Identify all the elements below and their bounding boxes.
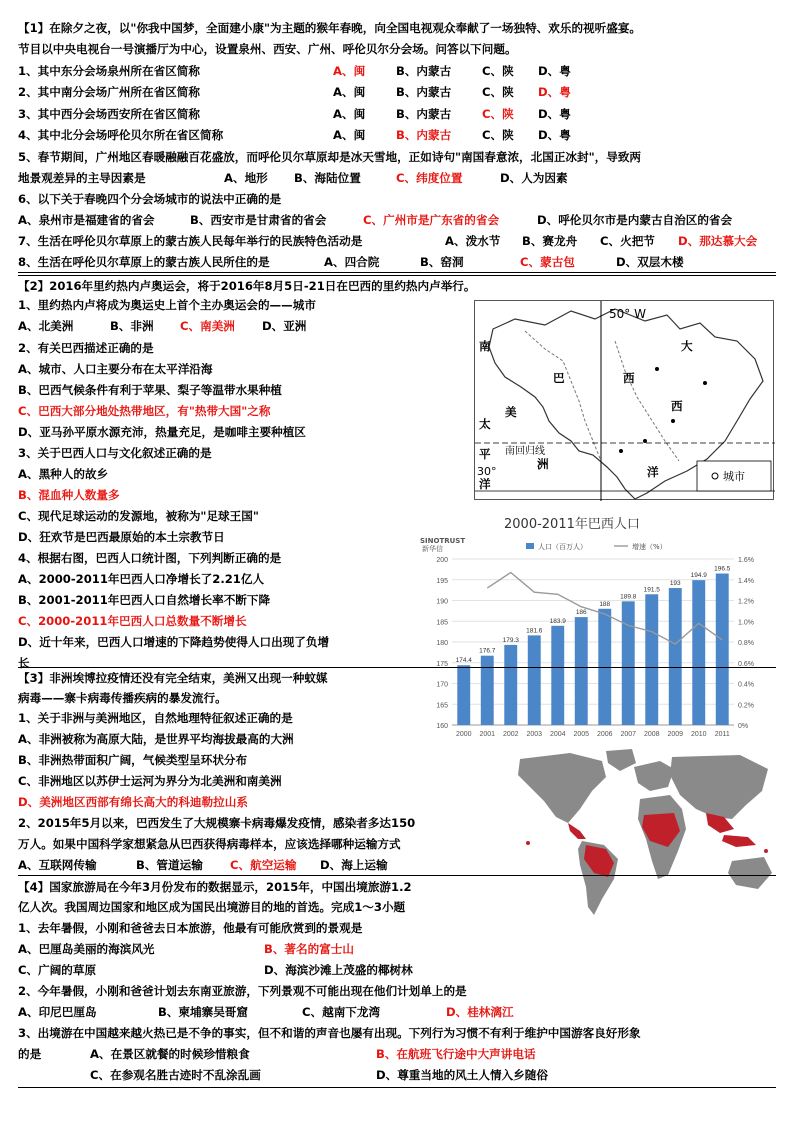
map-label-da: 大: [681, 339, 693, 353]
map-label-xi2: 西: [671, 399, 683, 413]
chart-x-tick-label: 2008: [643, 731, 660, 738]
q4-intro-1: 【4】国家旅游局在今年3月份发布的数据显示，2015年，中国出境旅游1.2: [18, 880, 412, 894]
q1-intro-2: 节目以中央电视台一号演播厅为中心，设置泉州、西安、广州、呼伦贝尔分会场。问答以下问题。: [18, 42, 517, 56]
q1-6-opt-d: D、呼伦贝尔市是内蒙古自治区的省会: [537, 213, 733, 227]
map-label-ba: 巴: [553, 371, 565, 385]
chart-y2-tick-label: 1.6%: [738, 557, 754, 564]
chart-brand: SINOTRUST: [420, 537, 466, 545]
map-label-ping: 平: [479, 447, 491, 461]
q2-4-opt-a: A、2000-2011年巴西人口净增长了2.21亿人: [18, 572, 265, 586]
chart-x-tick-label: 2003: [526, 731, 543, 738]
q4-3-opt-a: A、在景区就餐的时候珍惜粮食: [90, 1047, 250, 1061]
q4-1-opt-c: C、广阔的草原: [18, 963, 97, 977]
q2-4-stem: 4、根据右图，巴西人口统计图，下列判断正确的是: [18, 551, 282, 565]
q3-2-opt-b: B、管道运输: [136, 858, 203, 872]
q2-1-opt-d: D、亚洲: [262, 319, 307, 333]
q2-3-opt-a: A、黑种人的故乡: [18, 467, 109, 481]
chart-bar: [692, 580, 705, 725]
chart-x-tick-label: 2000: [455, 731, 472, 738]
chart-bar-label: 189.8: [620, 593, 637, 601]
chart-bar-label: 174.4: [455, 657, 472, 665]
chart-bar: [504, 645, 517, 725]
map-label-yang-2: 洋: [647, 465, 659, 479]
chart-title: 2000-2011年巴西人口: [504, 517, 640, 532]
q1-5-stem-2: 地景观差异的主导因素是: [18, 171, 146, 185]
q1-1-opt-a: A、闽: [333, 64, 366, 78]
q2-4-opt-b: B、2001-2011年巴西人口自然增长率不断下降: [18, 593, 271, 607]
chart-bar: [645, 594, 658, 725]
q4-3-opt-d: D、尊重当地的风土人情入乡随俗: [376, 1068, 548, 1082]
q4-2-opt-c: C、越南下龙湾: [302, 1005, 381, 1019]
q1-1-opt-c: C、陕: [482, 64, 514, 78]
q3-1-stem: 1、关于非洲与美洲地区，自然地理特征叙述正确的是: [18, 711, 293, 725]
q1-4-stem: 4、其中北分会场呼伦贝尔所在省区简称: [18, 128, 224, 142]
q2-3-opt-c: C、现代足球运动的发源地，被称为"足球王国": [18, 509, 259, 523]
q1-6-opt-b: B、西安市是甘肃省的省会: [190, 213, 327, 227]
map-legend-city: 城市: [723, 470, 745, 483]
q4-1-opt-a: A、巴厘岛美丽的海滨风光: [18, 942, 155, 956]
chart-y-tick-label: 195: [436, 577, 448, 585]
chart-brand-cn: 新华信: [422, 545, 443, 553]
q2-4-opt-c: C、2000-2011年巴西人口总数量不断增长: [18, 614, 247, 628]
brazil-map: [474, 300, 774, 500]
chart-y2-tick-label: 0.6%: [738, 660, 754, 668]
q1-8-opt-a: A、四合院: [324, 255, 380, 269]
chart-bar-label: 194.9: [690, 572, 707, 580]
chart-y2-tick-label: 0.2%: [738, 702, 754, 710]
chart-bar-label: 193: [669, 580, 681, 588]
population-chart: [418, 515, 776, 747]
q1-1-opt-d: D、粤: [538, 64, 571, 78]
q3-2-opt-a: A、互联网传输: [18, 858, 97, 872]
q1-5-opt-d: D、人为因素: [500, 171, 568, 185]
chart-y-tick-label: 180: [436, 640, 448, 647]
chart-x-tick-label: 2007: [620, 731, 637, 738]
q3-intro-1: 【3】非洲埃博拉疫情还没有完全结束，美洲又出现一种蚊媒: [18, 671, 328, 685]
q1-3-opt-a: A、闽: [333, 107, 366, 121]
q3-2-opt-c: C、航空运输: [230, 858, 297, 872]
q1-4-opt-d: D、粤: [538, 128, 571, 142]
q4-2-opt-b: B、柬埔寨吴哥窟: [158, 1005, 248, 1019]
chart-svg: [418, 515, 776, 747]
map-label-mei: 美: [505, 405, 517, 419]
q1-6-opt-a: A、泉州市是福建省的省会: [18, 213, 155, 227]
chart-y-tick-label: 165: [436, 702, 448, 710]
q4-2-opt-a: A、印尼巴厘岛: [18, 1005, 97, 1019]
chart-y-tick-label: 160: [436, 723, 448, 730]
q2-2-opt-b: B、巴西气候条件有利于苹果、梨子等温带水果种植: [18, 383, 282, 397]
q2-1-stem: 1、里约热内卢将成为奥运史上首个主办奥运会的——城市: [18, 298, 316, 312]
q1-8-opt-d: D、双层木楼: [616, 255, 684, 269]
chart-bar: [551, 626, 564, 725]
map-longitude-label: 50° W: [609, 307, 646, 321]
chart-bar-label: 181.6: [526, 627, 543, 635]
q4-2-stem: 2、今年暑假，小刚和爸爸计划去东南亚旅游，下列景观不可能出现在他们计划单上的是: [18, 984, 467, 998]
q1-2-opt-d: D、粤: [538, 85, 571, 99]
chart-bar: [716, 574, 729, 725]
q3-1-opt-b: B、非洲热带面积广阔，气候类型呈环状分布: [18, 753, 248, 767]
q1-4-opt-b: B、内蒙古: [396, 128, 452, 142]
chart-legend-line-label: 增速（%）: [632, 543, 667, 551]
q2-4-opt-d-1: D、近十年来，巴西人口增速的下降趋势使得人口出现了负增: [18, 635, 330, 649]
chart-x-tick-label: 2002: [502, 731, 519, 738]
chart-bar-label: 176.7: [479, 647, 496, 655]
q1-7-opt-a: A、泼水节: [445, 234, 501, 248]
q3-2-opt-d: D、海上运输: [320, 858, 388, 872]
chart-x-tick-label: 2001: [479, 731, 496, 738]
q1-2-opt-b: B、内蒙古: [396, 85, 452, 99]
chart-x-tick-label: 2010: [690, 731, 707, 738]
chart-y-tick-label: 200: [436, 557, 448, 564]
chart-y2-tick-label: 1.0%: [738, 619, 754, 627]
q4-3-stem-1: 3、出境游在中国越来越火热已是不争的事实，但不和谐的声音也屡有出现。下列行为习惯不有利于维护中国游客良好形象: [18, 1026, 641, 1040]
q1-8-opt-b: B、窑洞: [420, 255, 464, 269]
q1-2-stem: 2、其中南分会场广州所在省区简称: [18, 85, 200, 99]
chart-y-tick-label: 190: [436, 598, 448, 606]
q2-2-opt-d: D、亚马孙平原水源充沛，热量充足，是咖啡主要种植区: [18, 425, 306, 439]
section-divider: [18, 875, 776, 876]
q1-8-opt-c: C、蒙古包: [520, 255, 575, 269]
q3-2-stem-1: 2、2015年5月以来，巴西发生了大规模寨卡病毒爆发疫情，感染者多达150: [18, 816, 416, 830]
q2-intro: 【2】2016年里约热内卢奥运会，将于2016年8月5日-21日在巴西的里约热内卢举行。: [18, 279, 476, 293]
chart-bar: [457, 665, 470, 725]
q3-1-opt-a: A、非洲被称为高原大陆，是世界平均海拔最高的大洲: [18, 732, 294, 746]
q4-3-opt-c: C、在参观名胜古迹时不乱涂乱画: [90, 1068, 261, 1082]
q2-2-stem: 2、有关巴西描述正确的是: [18, 341, 154, 355]
chart-bar-label: 188: [599, 600, 611, 608]
q1-4-opt-a: A、闽: [333, 128, 366, 142]
chart-bar-label: 196.5: [714, 565, 731, 573]
q1-1-stem: 1、其中东分会场泉州所在省区简称: [18, 64, 200, 78]
world-map-svg: [510, 747, 776, 925]
q1-3-opt-b: B、内蒙古: [396, 107, 452, 121]
chart-legend-bar-label: 人口（百万人）: [538, 543, 587, 551]
q1-7-opt-b: B、赛龙舟: [522, 234, 578, 248]
chart-bar: [528, 635, 541, 725]
map-label-zhou: 洲: [537, 457, 549, 471]
q1-1-opt-b: B、内蒙古: [396, 64, 452, 78]
q1-7-opt-d: D、那达慕大会: [678, 234, 758, 248]
chart-y-tick-label: 170: [436, 681, 448, 689]
chart-y2-tick-label: 1.2%: [738, 598, 754, 606]
chart-bar: [622, 601, 635, 725]
chart-x-tick-label: 2011: [714, 731, 730, 738]
q2-2-opt-c: C、巴西大部分地处热带地区，有"热带大国"之称: [18, 404, 271, 418]
chart-bar: [575, 617, 588, 725]
chart-legend-bar-swatch: [526, 543, 534, 549]
section-divider: [18, 1087, 776, 1088]
q1-3-opt-c: C、陕: [482, 107, 514, 121]
chart-x-tick-label: 2009: [667, 731, 684, 738]
chart-y-tick-label: 185: [436, 619, 448, 627]
q2-1-opt-a: A、北美洲: [18, 319, 74, 333]
map-label-xi: 西: [623, 371, 635, 385]
chart-bar-label: 179.3: [502, 636, 519, 644]
map-label-nan: 南: [479, 339, 491, 353]
q3-2-stem-2: 万人。如果中国科学家想紧急从巴西获得病毒样本，应该选择哪种运输方式: [18, 837, 401, 851]
map-tropic-label: 南回归线: [505, 446, 545, 457]
q4-3-stem-2: 的是: [18, 1047, 42, 1061]
chart-x-tick-label: 2004: [549, 731, 566, 738]
q1-6-stem: 6、以下关于春晚四个分会场城市的说法中正确的是: [18, 192, 282, 206]
map-label-tai: 太: [479, 417, 491, 431]
q1-2-opt-a: A、闽: [333, 85, 366, 99]
q1-3-opt-d: D、粤: [538, 107, 571, 121]
q4-intro-2: 亿人次。我国周边国家和地区成为国民出境游目的地的首选。完成1～3小题: [18, 900, 406, 914]
q2-1-opt-c: C、南美洲: [180, 319, 235, 333]
q3-1-opt-c: C、非洲地区以苏伊士运河为界分为北美洲和南美洲: [18, 774, 282, 788]
chart-x-tick-label: 2006: [596, 731, 613, 738]
q2-3-opt-d: D、狂欢节是巴西最原始的本土宗教节日: [18, 530, 225, 544]
q1-5-opt-a: A、地形: [224, 171, 268, 185]
q1-intro-1: 【1】在除夕之夜，以"你我中国梦，全面建小康"为主题的猴年春晚，向全国电视观众奉献了一场独特、欢乐的视听盛宴。: [18, 21, 642, 35]
q4-1-stem: 1、去年暑假，小刚和爸爸去日本旅游，他最有可能欣赏到的景观是: [18, 921, 363, 935]
q2-3-stem: 3、关于巴西人口与文化叙述正确的是: [18, 446, 212, 460]
q1-3-stem: 3、其中西分会场西安所在省区简称: [18, 107, 200, 121]
q1-5-stem-1: 5、春节期间，广州地区春暖融融百花盛放，而呼伦贝尔草原却是冰天雪地，正如诗句"南国春意浓，北国正冰封"，导致两: [18, 150, 642, 164]
chart-y2-tick-label: 0.4%: [738, 681, 754, 689]
q4-2-opt-d: D、桂林漓江: [446, 1005, 514, 1019]
q2-1-opt-b: B、非洲: [110, 319, 154, 333]
q4-1-opt-d: D、海滨沙滩上茂盛的椰树林: [264, 963, 413, 977]
q4-1-opt-b: B、著名的富士山: [264, 942, 354, 956]
q1-5-opt-b: B、海陆位置: [294, 171, 361, 185]
chart-bar-label: 191.5: [643, 586, 660, 594]
q1-7-stem: 7、生活在呼伦贝尔草原上的蒙古族人民每年举行的民族特色活动是: [18, 234, 363, 248]
chart-x-tick-label: 2005: [573, 731, 590, 738]
chart-bar-label: 186: [575, 609, 587, 617]
q1-6-opt-c: C、广州市是广东省的省会: [363, 213, 500, 227]
q1-7-opt-c: C、火把节: [600, 234, 655, 248]
q1-4-opt-c: C、陕: [482, 128, 514, 142]
chart-y2-tick-label: 0%: [738, 723, 749, 730]
world-zika-map: [510, 747, 776, 925]
chart-y-tick-label: 175: [436, 660, 448, 668]
chart-bar: [669, 588, 682, 725]
q1-8-stem: 8、生活在呼伦贝尔草原上的蒙古族人民所住的是: [18, 255, 270, 269]
q4-3-opt-b: B、在航班飞行途中大声讲电话: [376, 1047, 536, 1061]
section-divider: [18, 667, 776, 668]
q2-3-opt-b: B、混血种人数量多: [18, 488, 120, 502]
q3-1-opt-d: D、美洲地区西部有绵长高大的科迪勒拉山系: [18, 795, 248, 809]
q3-intro-2: 病毒——寨卡病毒传播疾病的暴发流行。: [18, 691, 227, 705]
q2-2-opt-a: A、城市、人口主要分布在太平洋沿海: [18, 362, 213, 376]
map-latitude-label: 30°: [477, 465, 497, 478]
q2-4-opt-d-2: 长: [18, 656, 30, 670]
q1-5-opt-c: C、纬度位置: [396, 171, 463, 185]
q1-2-opt-c: C、陕: [482, 85, 514, 99]
chart-y2-tick-label: 0.8%: [738, 640, 754, 647]
map-label-yang-1: 洋: [479, 477, 491, 491]
section-divider: [18, 272, 776, 276]
chart-y2-tick-label: 1.4%: [738, 577, 754, 585]
chart-bar-label: 183.9: [549, 617, 566, 625]
